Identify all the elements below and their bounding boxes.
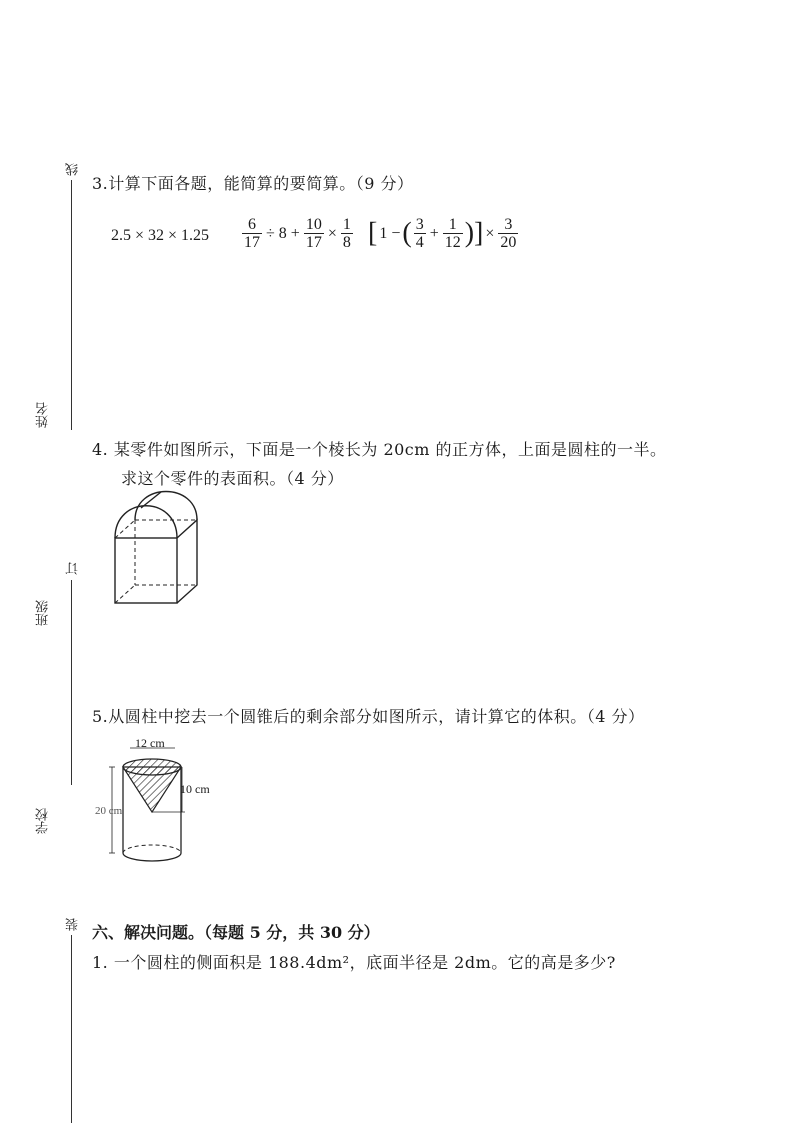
operator: × (327, 224, 337, 242)
binding-line-bottom (71, 935, 72, 1123)
expression-1: 2.5 × 32 × 1.25 (111, 227, 210, 244)
fraction: $\frac{1}{8}$ (342, 216, 351, 251)
operator: × (485, 224, 495, 242)
question-4-line-2: 求这个零件的表面积。（4 分） (121, 469, 344, 488)
label-cone-height: 10 cm (180, 782, 210, 796)
operator: ÷ 8 + (266, 224, 300, 242)
fraction: $\frac{3}{20}$ (500, 216, 517, 251)
margin-label-xian: 线 (66, 163, 81, 176)
expression-2 (240, 216, 355, 251)
margin-label-school: 学校 (36, 808, 51, 834)
question-3-title: 3.计算下面各题，能简算的要简算。（9 分） (92, 174, 414, 193)
cube-half-cylinder-figure (105, 490, 205, 610)
binding-line-top (71, 180, 72, 430)
fraction: $\frac{10}{17}$ (305, 216, 322, 251)
margin-label-class: 班级 (36, 600, 51, 626)
right-bracket: ] (474, 217, 484, 249)
label-diameter: 12 cm (135, 736, 165, 750)
label-cylinder-height: 20 cm (95, 805, 123, 817)
margin-label-zhuang: 装 (66, 918, 81, 931)
operator: 1 − (379, 224, 401, 242)
left-paren: ( (402, 217, 412, 249)
fraction: $\frac{6}{17}$ (244, 216, 260, 251)
binding-line-middle (71, 580, 72, 785)
margin-label-ding: 订 (66, 562, 81, 575)
fraction: $\frac{3}{4}$ (415, 216, 424, 251)
left-bracket: [ (368, 217, 378, 249)
margin-label-name: 姓名 (36, 402, 51, 428)
section-6-title: 六、解决问题。（每题 5 分，共 30 分） (92, 923, 380, 942)
operator: + (429, 224, 439, 242)
expression-3 (368, 216, 520, 251)
question-4-line-1: 4. 某零件如图所示，下面是一个棱长为 20cm 的正方体，上面是圆柱的一半。 (92, 440, 667, 459)
right-paren: ) (464, 217, 475, 249)
section-6-question-1: 1. 一个圆柱的侧面积是 188.4dm²，底面半径是 2dm。它的高是多少? (92, 953, 616, 972)
cylinder-cone-figure (90, 735, 230, 870)
question-5-title: 5.从圆柱中挖去一个圆锥后的剩余部分如图所示，请计算它的体积。（4 分） (92, 707, 645, 726)
fraction: $\frac{1}{12}$ (444, 216, 461, 251)
